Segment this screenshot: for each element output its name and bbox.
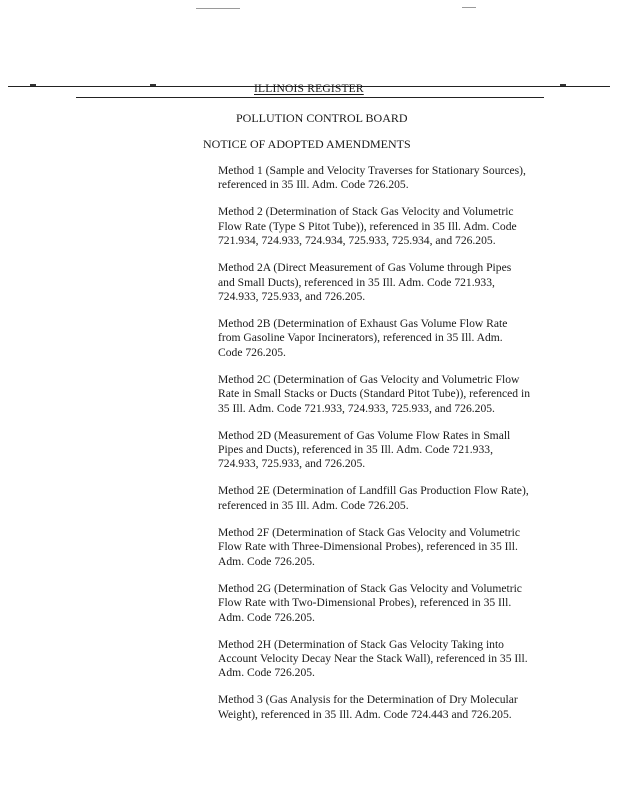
method-line: 724.933, 725.933, and 726.205.: [218, 290, 366, 304]
scan-artifact: [462, 7, 476, 8]
method-line: referenced in 35 Ill. Adm. Code 726.205.: [218, 178, 409, 192]
method-item: [218, 638, 550, 681]
method-line: Method 2A (Direct Measurement of Gas Volume through Pipes: [218, 261, 512, 275]
method-item: [218, 429, 550, 472]
header-underline-rule: [76, 97, 544, 98]
method-line: Method 2 (Determination of Stack Gas Velocity and Volumetric: [218, 205, 514, 219]
method-line: Method 2B (Determination of Exhaust Gas Volume Flow Rate: [218, 317, 508, 331]
method-line: Method 2G (Determination of Stack Gas Velocity and Volumetric: [218, 581, 522, 595]
method-line: Method 2E (Determination of Landfill Gas Production Flow Rate),: [218, 484, 529, 498]
method-item: [218, 693, 550, 722]
notice-heading: NOTICE OF ADOPTED AMENDMENTS: [203, 137, 411, 151]
method-line: Method 3 (Gas Analysis for the Determination of Dry Molecular: [218, 693, 518, 707]
method-line: 724.933, 725.933, and 726.205.: [218, 457, 366, 471]
method-item: [218, 261, 550, 304]
method-line: Method 2C (Determination of Gas Velocity and Volumetric Flow: [218, 372, 520, 386]
methods-list: [218, 164, 550, 735]
method-line: Adm. Code 726.205.: [218, 554, 315, 568]
scan-artifact: [196, 8, 240, 9]
method-item: [218, 484, 550, 513]
method-item: [218, 582, 550, 625]
method-line: Account Velocity Decay Near the Stack Wall), referenced in 35 Ill.: [218, 651, 528, 665]
board-name: POLLUTION CONTROL BOARD: [236, 111, 408, 125]
method-line: from Gasoline Vapor Incinerators), referenced in 35 Ill. Adm.: [218, 331, 503, 345]
method-line: Flow Rate with Three-Dimensional Probes), referenced in 35 Ill.: [218, 540, 518, 554]
method-line: Rate in Small Stacks or Ducts (Standard Pitot Tube)), referenced in: [218, 387, 531, 401]
method-line: 721.934, 724.933, 724.934, 725.933, 725.934, and 726.205.: [218, 234, 496, 248]
method-item: [218, 317, 550, 360]
method-line: 35 Ill. Adm. Code 721.933, 724.933, 725.933, and 726.205.: [218, 401, 495, 415]
method-line: and Small Ducts), referenced in 35 Ill. Adm. Code 721.933,: [218, 275, 495, 289]
method-line: Method 2D (Measurement of Gas Volume Flow Rates in Small: [218, 428, 511, 442]
method-line: Method 1 (Sample and Velocity Traverses for Stationary Sources),: [218, 164, 526, 177]
method-item: [218, 526, 550, 569]
header-rule-mark: [30, 84, 36, 86]
method-item: [218, 164, 550, 193]
method-line: Method 2F (Determination of Stack Gas Velocity and Volumetric: [218, 525, 521, 539]
method-line: Flow Rate (Type S Pitot Tube)), referenced in 35 Ill. Adm. Code: [218, 219, 517, 233]
register-title: ILLINOIS REGISTER: [254, 83, 364, 95]
method-line: referenced in 35 Ill. Adm. Code 726.205.: [218, 498, 409, 512]
header-rule-mark: [560, 84, 566, 86]
method-line: Adm. Code 726.205.: [218, 666, 315, 680]
method-line: Pipes and Ducts), referenced in 35 Ill. Adm. Code 721.933,: [218, 443, 493, 457]
method-item: [218, 205, 550, 248]
method-item: [218, 373, 550, 416]
method-line: Weight), referenced in 35 Ill. Adm. Code 724.443 and 726.205.: [218, 707, 512, 721]
header-rule-mark: [150, 84, 156, 86]
method-line: Adm. Code 726.205.: [218, 610, 315, 624]
method-line: Code 726.205.: [218, 345, 286, 359]
method-line: Method 2H (Determination of Stack Gas Velocity Taking into: [218, 637, 504, 651]
method-line: Flow Rate with Two-Dimensional Probes), referenced in 35 Ill.: [218, 596, 512, 610]
